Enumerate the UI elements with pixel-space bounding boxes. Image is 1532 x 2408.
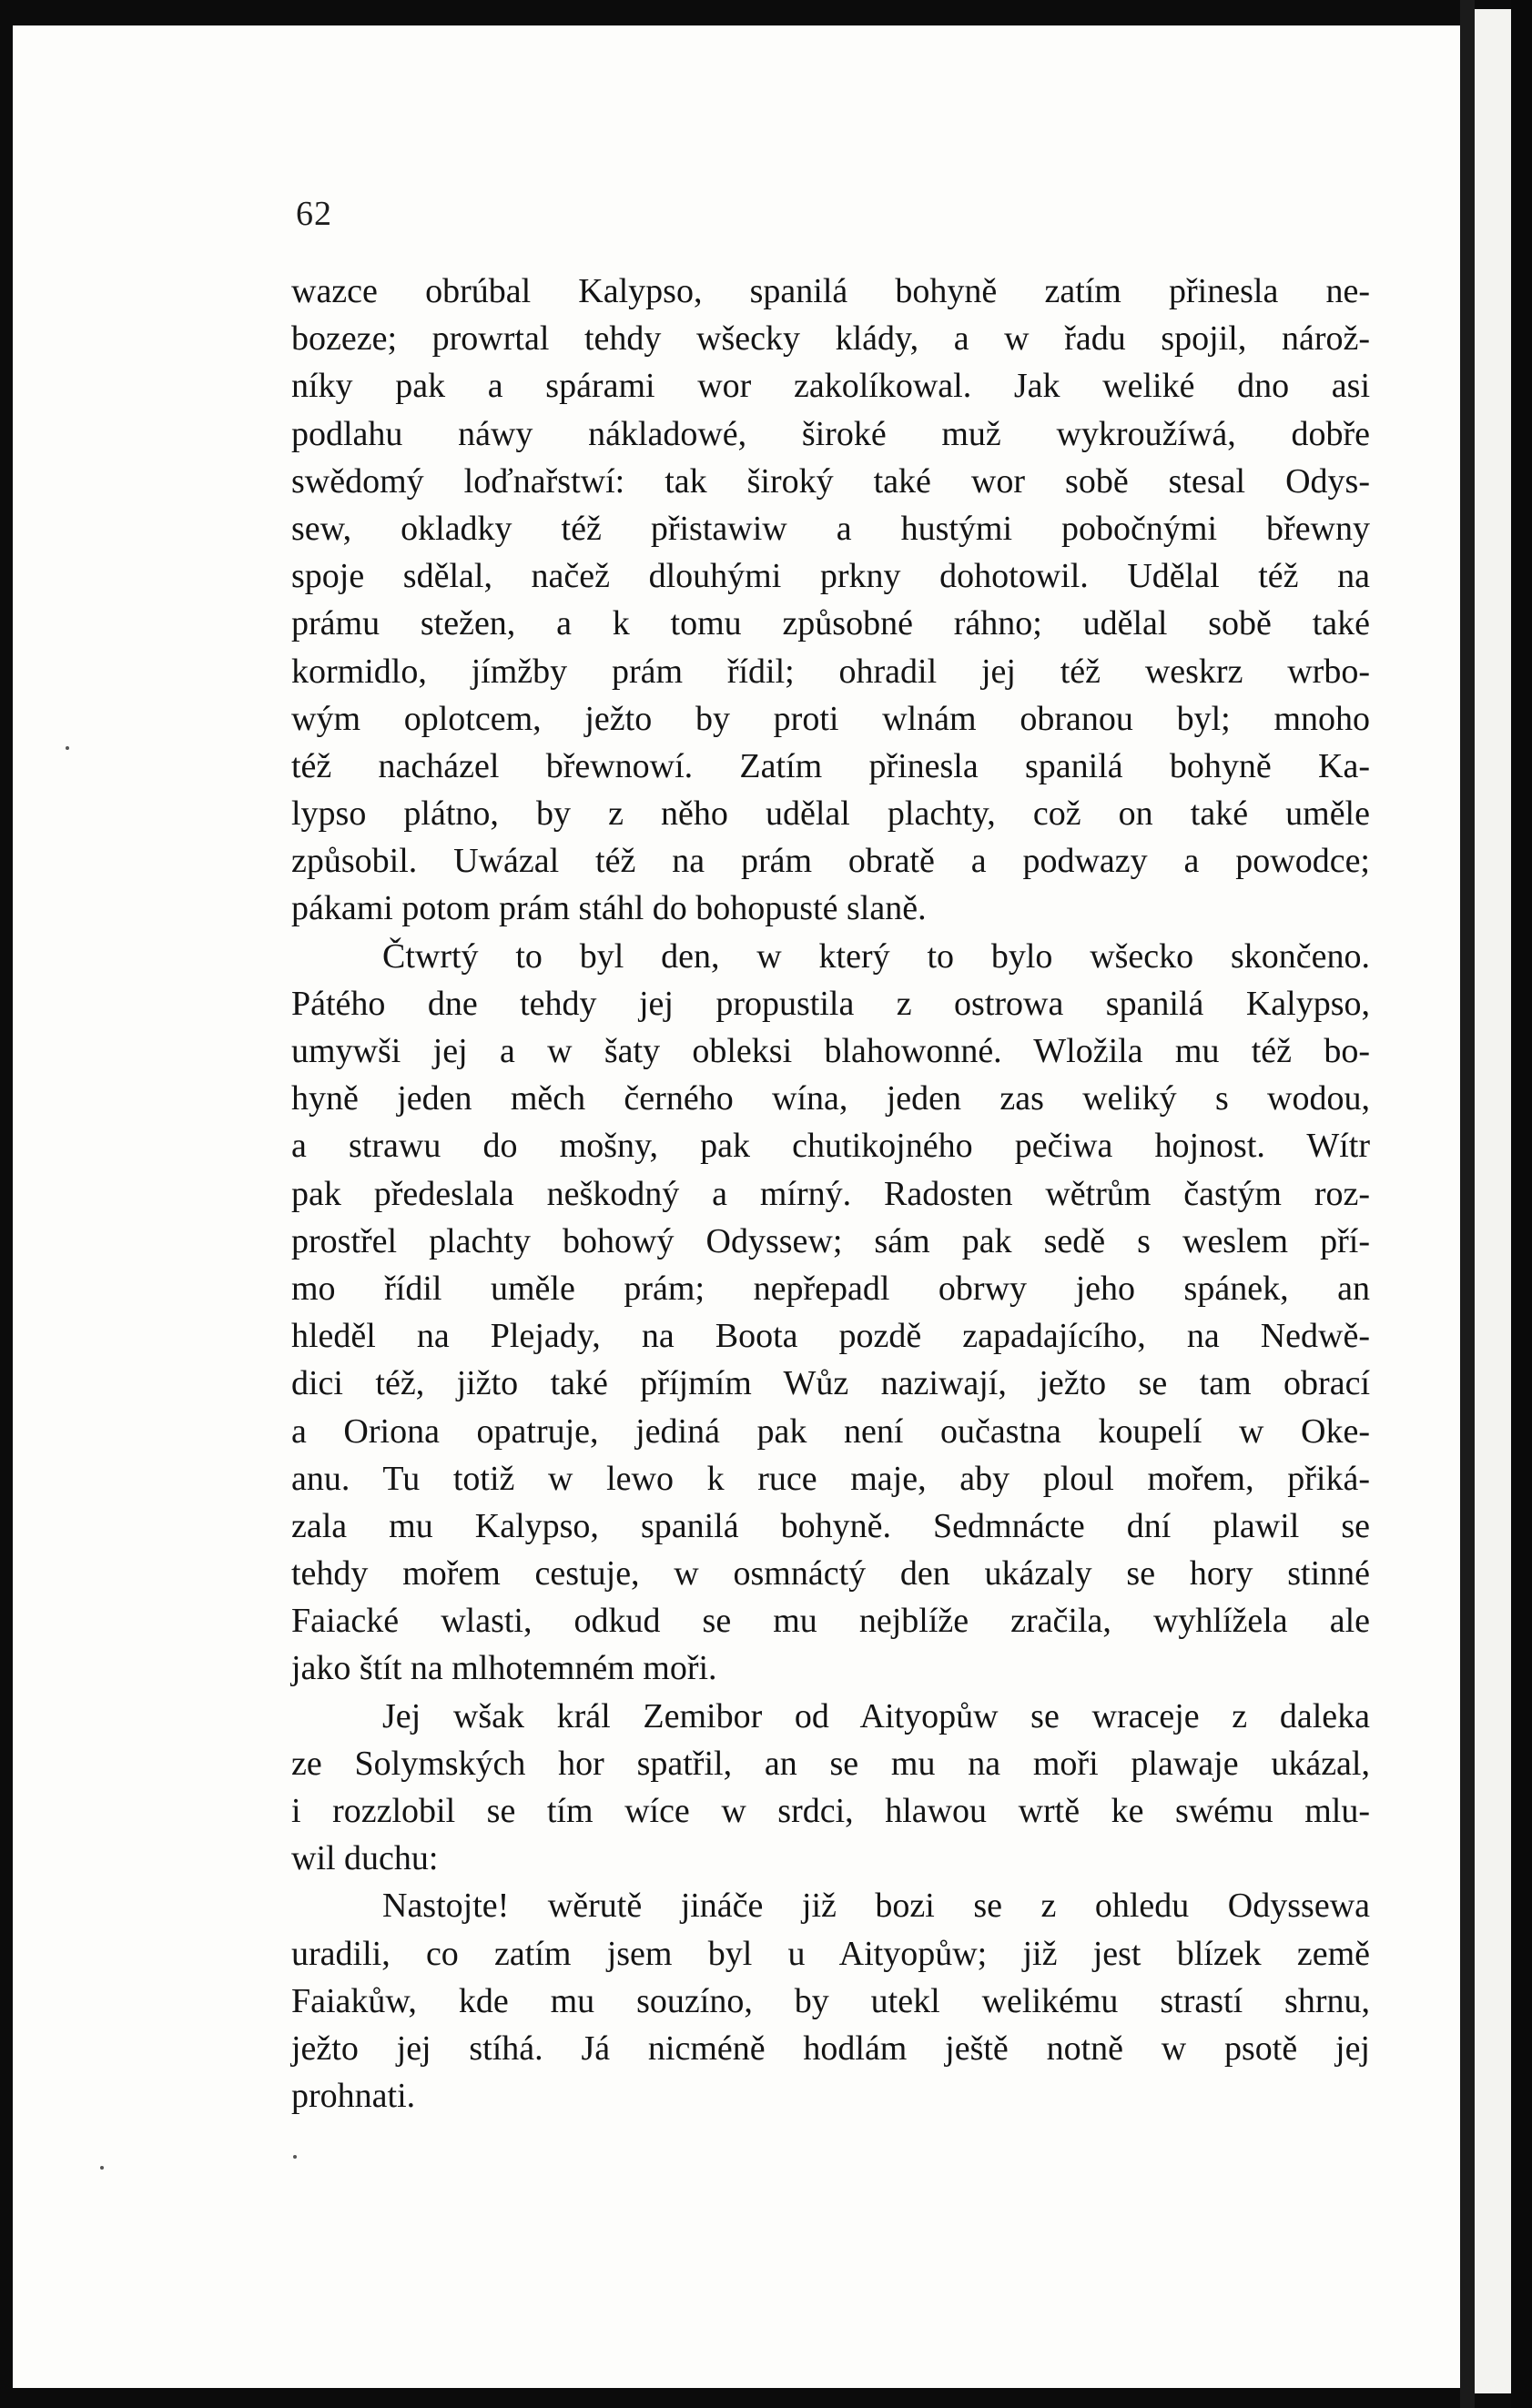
text-line: sew, okladky též přistawiw a hustými pobočnými břewny	[291, 509, 1370, 548]
text-line: Nastojte! wěrutě jináče již bozi se z ohledu Odyssewa	[382, 1887, 1370, 1926]
text-line: bozeze; prowrtal tehdy wšecky klády, a w řadu spojil, nárož-	[291, 319, 1370, 359]
text-line: wazce obrúbal Kalypso, spanilá bohyně zatím přinesla ne-	[291, 272, 1370, 310]
text-line: níky pak a spárami wor zakolíkowal. Jak weliké dno asi	[291, 367, 1370, 406]
text-line: anu. Tu totiž w lewo k ruce maje, aby ploul mořem, přiká-	[291, 1459, 1370, 1498]
text-line: též nacházel břewnowí. Zatím přinesla spanilá bohyně Ka-	[291, 746, 1370, 785]
page-gutter	[1460, 0, 1475, 2408]
text-line: umywši jej a w šaty obleksi blahowonné. Wložila mu též bo-	[291, 1032, 1370, 1070]
text-line: Faiacké wlasti, odkud se mu nejblíže zračila, wyhlížela ale	[291, 1602, 1370, 1641]
text-line: jako štít na mlhotemném moři.	[291, 1649, 717, 1688]
text-line: podlahu náwy nákladowé, široké muž wykroužíwá, dobře	[291, 414, 1370, 453]
text-line: prohnati.	[291, 2077, 416, 2116]
text-line: kormidlo, jímžby prám řídil; ohradil jej též weskrz wrbo-	[291, 652, 1370, 691]
text-line: prostřel plachty bohowý Odyssew; sám pak sedě s weslem pří-	[291, 1221, 1370, 1260]
text-line: i rozzlobil se tím wíce w srdci, hlawou wrtě ke swému mlu-	[291, 1792, 1370, 1830]
next-page-edge	[1475, 9, 1511, 2393]
text-line: Faiakůw, kde mu souzíno, by utekl welikému strastí shrnu,	[291, 1981, 1370, 2020]
text-line: prámu stežen, a k tomu způsobné ráhno; udělal sobě také	[291, 604, 1370, 643]
scan-edge-shadow	[1511, 0, 1532, 2408]
paragraph	[291, 1882, 1370, 2120]
text-line: uradili, co zatím jsem byl u Aityopůw; již jest blízek země	[291, 1934, 1370, 1973]
text-line: lypso plátno, by z něho udělal plachty, což on také uměle	[291, 794, 1370, 834]
paper-speck	[66, 746, 69, 750]
text-line: a Oriona opatruje, jediná pak není oučastna koupelí w Oke-	[291, 1411, 1370, 1451]
text-line: Jej wšak král Zemibor od Aityopůw se wraceje z daleka	[382, 1696, 1370, 1735]
paper-speck	[293, 2155, 297, 2159]
text-line: pak předeslala neškodný a mírný. Radosten wětrům častým roz-	[291, 1174, 1370, 1213]
text-line: hleděl na Plejady, na Boota pozdě zapadajícího, na Nedwě-	[291, 1317, 1370, 1356]
text-line: hyně jeden měch černého wína, jeden zas weliký s wodou,	[291, 1079, 1370, 1118]
text-line: wým oplotcem, ježto by proti wlnám obranou byl; mnoho	[291, 699, 1370, 738]
text-line: a strawu do mošny, pak chutikojného pečiwa hojnost. Wítr	[291, 1127, 1370, 1166]
body-text	[291, 268, 1370, 2120]
text-line: Pátého dne tehdy jej propustila z ostrowa spanilá Kalypso,	[291, 984, 1370, 1023]
text-line: ze Solymských hor spatřil, an se mu na moři plawaje ukázal,	[291, 1744, 1370, 1783]
text-line: Čtwrtý to byl den, w který to bylo wšecko skončeno.	[382, 936, 1370, 976]
page-number: 62	[296, 195, 332, 233]
paragraph	[291, 1693, 1370, 1883]
text-line: spoje sdělal, načež dlouhými prkny dohotowil. Udělal též na	[291, 557, 1370, 596]
text-line: tehdy mořem cestuje, w osmnáctý den ukázaly se hory stinné	[291, 1554, 1370, 1594]
text-line: dici též, jižto také příjmím Wůz naziwají, ježto se tam obrací	[291, 1364, 1370, 1403]
text-line: mo řídil uměle prám; nepřepadl obrwy jeho spánek, an	[291, 1269, 1370, 1308]
text-line: zala mu Kalypso, spanilá bohyně. Sedmnácte dní plawil se	[291, 1506, 1370, 1545]
text-line: způsobil. Uwázal též na prám obratě a podwazy a powodce;	[291, 842, 1370, 881]
text-line: wil duchu:	[291, 1839, 439, 1878]
paragraph	[291, 268, 1370, 933]
text-line: ježto jej stíhá. Já nicméně hodlám ještě notně w psotě jej	[291, 2029, 1370, 2068]
text-line: pákami potom prám stáhl do bohopusté slaně.	[291, 889, 927, 928]
paragraph	[291, 933, 1370, 1693]
text-line: swědomý loďnařstwí: tak široký také wor sobě stesal Odys-	[291, 461, 1370, 501]
paper-speck	[100, 2166, 104, 2170]
